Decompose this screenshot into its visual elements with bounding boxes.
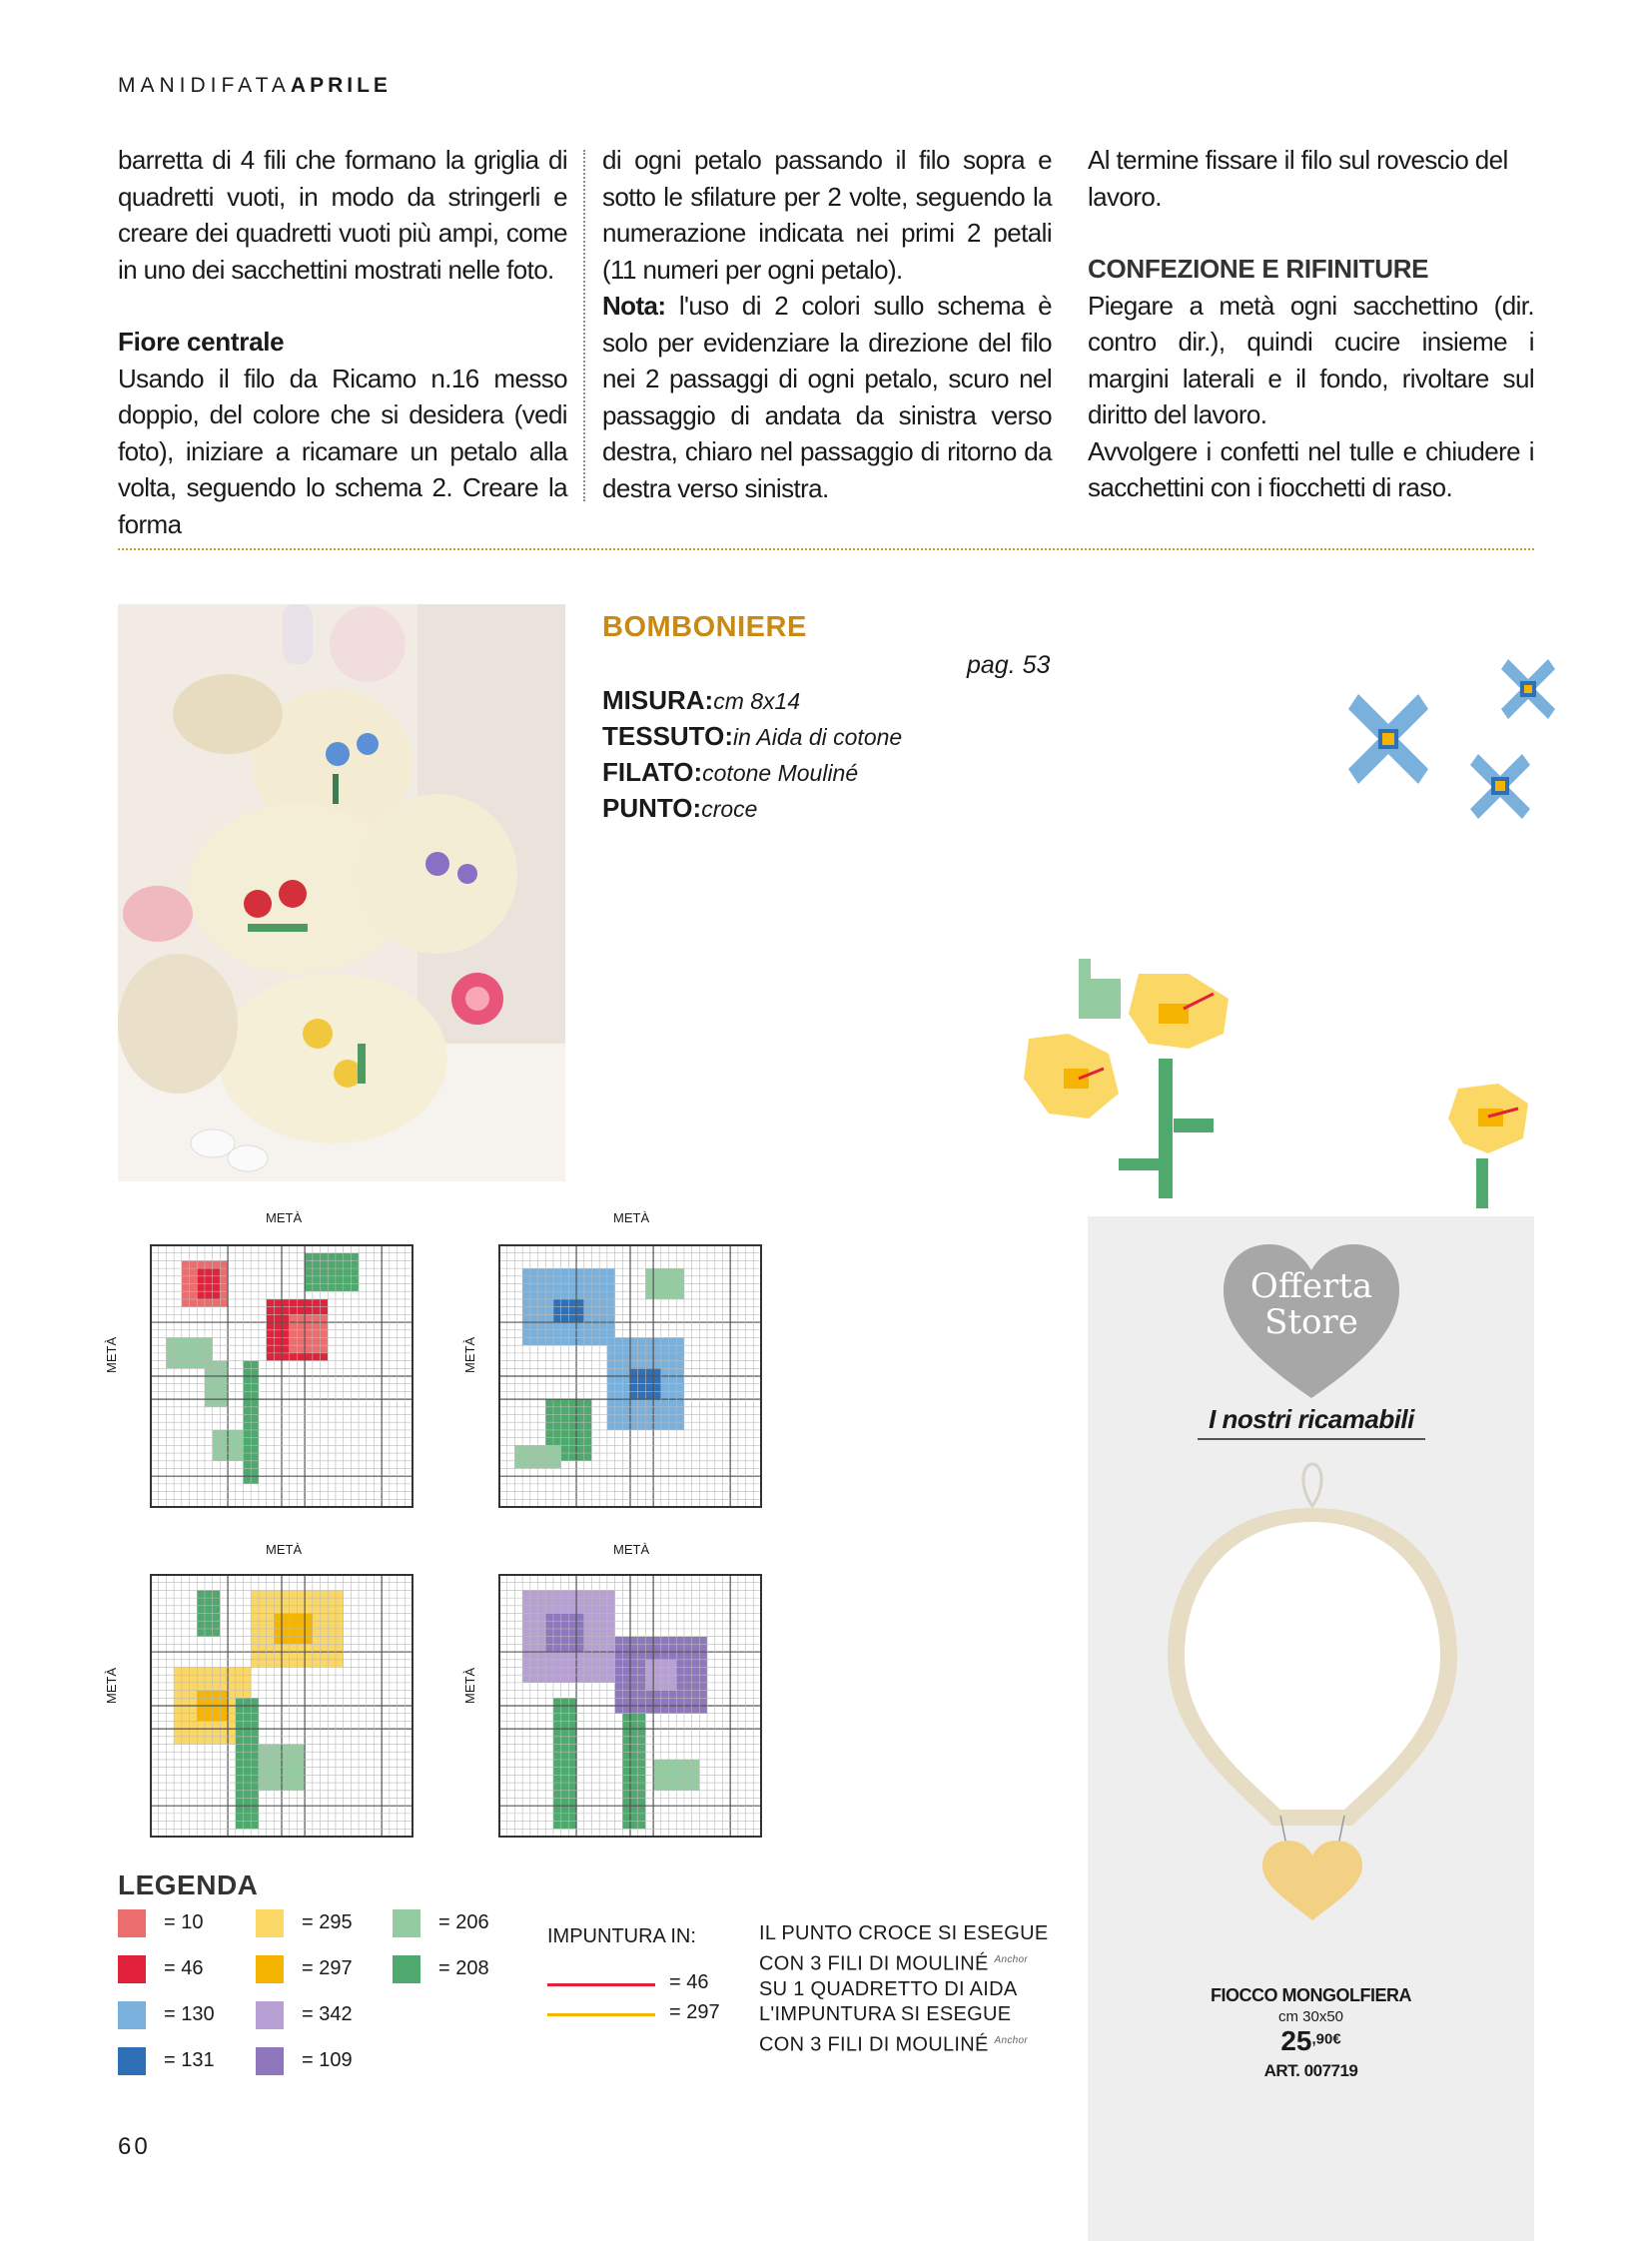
spec-value: cm 8x14	[713, 688, 801, 714]
product-size: cm 30x50	[1277, 2008, 1344, 2025]
paragraph: Piegare a metà ogni sacchettino (dir. contro dir.), quindi cucire insieme i margini laterali e il fondo, rivoltare sul diritto del lavoro.	[1088, 290, 1534, 429]
section-heading: CONFEZIONE E RIFINITURE	[1088, 254, 1429, 284]
paragraph: di ogni petalo passando il filo sopra e sotto le sfilature per 2 volte, seguendo la numerazione indicata nei primi 2 petali (11 numeri per ogni petalo).	[602, 145, 1052, 285]
stitch-area	[622, 1714, 645, 1830]
legend-title: LEGENDA	[118, 1869, 259, 1900]
running-header	[118, 74, 392, 98]
spec-row	[602, 793, 757, 824]
impuntura-line-yellow	[547, 2013, 655, 2016]
note-paragraph	[602, 288, 1052, 506]
section-heading: Fiore centrale	[118, 327, 285, 357]
legend-swatch	[393, 1909, 420, 1937]
spec-value: in Aida di cotone	[732, 724, 903, 750]
legend-swatch	[118, 2047, 146, 2075]
store-badge-text	[1220, 1268, 1403, 1340]
chart-grid-yellow	[148, 1572, 415, 1845]
impuntura-title: IMPUNTURA IN:	[547, 1925, 696, 1947]
spec-label: MISURA:	[602, 685, 714, 715]
meta-label-side: METÀ	[462, 1336, 477, 1373]
stitch-area	[545, 1614, 584, 1653]
legend-swatch-label: = 342	[302, 2003, 353, 2025]
note-label: Nota:	[602, 291, 666, 321]
legend-swatch-label: = 208	[438, 1957, 489, 1979]
note-line: CON 3 FILI DI MOULINÉ $^{Anchor}$	[759, 1952, 1029, 1975]
anchor-brand-logo: Anchor	[994, 2034, 1029, 2046]
legend-swatch-label: = 46	[164, 1957, 204, 1979]
paragraph: Avvolgere i confetti nel tulle e chiudere i sacchettini con i fiocchetti di raso.	[1088, 435, 1534, 502]
paragraph: barretta di 4 fili che formano la griglia di quadretti vuoti, in modo da stringerli e creare dei quadretti vuoti più ampi, come in uno dei sacchettini mostrati nelle foto.	[118, 145, 567, 285]
note-line: IL PUNTO CROCE SI ESEGUE	[759, 1922, 1049, 1944]
impuntura-label: = 46	[669, 1971, 709, 1993]
chart-grid-purple	[496, 1572, 764, 1845]
legend-swatch-label: = 10	[164, 1911, 204, 1933]
spec-value: cotone Mouliné	[702, 760, 859, 786]
legend-swatch	[393, 1955, 420, 1983]
text-column-3	[1088, 142, 1534, 506]
product-article: ART. 007719	[1263, 2061, 1358, 2080]
note-line: SU 1 QUADRETTO DI AIDA	[759, 1977, 1018, 2000]
legend-swatch	[118, 1909, 146, 1937]
meta-label-side: METÀ	[462, 1667, 477, 1704]
spec-value: croce	[701, 796, 758, 822]
column-divider	[583, 150, 585, 501]
spec-label: PUNTO:	[602, 793, 702, 823]
legend-swatch-label: = 109	[302, 2049, 353, 2071]
meta-label-top: METÀ	[613, 1210, 650, 1225]
meta-label-top: METÀ	[613, 1542, 650, 1557]
badge-line: Store	[1264, 1302, 1358, 1342]
chart-grid-blue	[496, 1242, 764, 1515]
stitch-area	[305, 1253, 359, 1292]
page-number: 60	[118, 2133, 151, 2160]
price-decimal: ,90€	[1311, 2030, 1341, 2048]
stitch-area	[290, 1314, 329, 1353]
spec-row	[602, 721, 902, 752]
legend-swatch	[118, 1955, 146, 1983]
meta-label-top: METÀ	[266, 1210, 303, 1225]
legend-swatch	[256, 2047, 284, 2075]
meta-label-side: METÀ	[104, 1336, 119, 1373]
spec-row	[602, 685, 800, 716]
note-line: L'IMPUNTURA SI ESEGUE	[759, 2003, 1012, 2026]
stitch-area	[236, 1698, 259, 1829]
legend-swatch-label: = 206	[438, 1911, 489, 1933]
note-line: CON 3 FILI DI MOULINÉ $^{Anchor}$	[759, 2033, 1029, 2056]
product-price	[1148, 2025, 1474, 2057]
header-prefix: MANIDIFATA	[118, 74, 291, 97]
spec-row	[602, 757, 858, 788]
legend-swatch-label: = 295	[302, 1911, 353, 1933]
store-subtitle: I nostri ricamabili	[1209, 1404, 1414, 1434]
product-name: FIOCCO MONGOLFIERA	[1211, 1985, 1411, 2005]
meta-label-top: METÀ	[266, 1542, 303, 1557]
legend-swatch-label: = 131	[164, 2049, 215, 2071]
badge-line: Offerta	[1249, 1266, 1373, 1306]
blue-flowers-decoration	[1278, 649, 1558, 869]
spec-label: TESSUTO:	[602, 721, 733, 751]
page-reference: pag. 53	[967, 651, 1051, 679]
bomboniere-title: BOMBONIERE	[602, 611, 807, 643]
impuntura-label: = 297	[669, 2001, 720, 2023]
header-month: APRILE	[290, 74, 392, 97]
yellow-flowers-decoration	[1009, 959, 1568, 1208]
legend-swatch	[256, 1955, 284, 1983]
text-column-1	[118, 142, 567, 542]
legend-note	[759, 1921, 1079, 2058]
anchor-brand-logo: Anchor	[994, 1953, 1029, 1965]
stitch-area	[553, 1698, 576, 1829]
legend-swatch	[256, 1909, 284, 1937]
balloon-product-image	[1163, 1456, 1462, 1925]
meta-label-side: METÀ	[104, 1667, 119, 1704]
bomboniere-photo	[118, 604, 565, 1181]
subtitle-underline	[1198, 1438, 1425, 1440]
text-column-2	[602, 142, 1052, 506]
store-panel	[1088, 1216, 1534, 2241]
paragraph: Al termine fissare il filo sul rovescio del lavoro.	[1088, 145, 1508, 212]
legend-swatch	[118, 2001, 146, 2029]
legend-swatch	[256, 2001, 284, 2029]
paragraph: Usando il filo da Ricamo n.16 messo doppio, del colore che si desidera (vedi foto), iniziare a ricamare un petalo alla volta, seguendo lo schema 2. Creare la forma	[118, 363, 567, 539]
impuntura-line-red	[547, 1983, 655, 1986]
price-integer: 25	[1280, 2025, 1312, 2056]
legend-swatch-label: = 130	[164, 2003, 215, 2025]
legend-swatch-label: = 297	[302, 1957, 353, 1979]
chart-grid-red	[148, 1242, 415, 1515]
spec-label: FILATO:	[602, 757, 703, 787]
section-divider	[118, 548, 1534, 550]
note-text: l'uso di 2 colori sullo schema è solo per evidenziare la direzione del filo nei 2 passaggi di ogni petalo, scuro nel passaggio di andata da sinistra verso destra, chiaro nel passaggio di ritorno da destra verso sinistra.	[602, 291, 1052, 503]
